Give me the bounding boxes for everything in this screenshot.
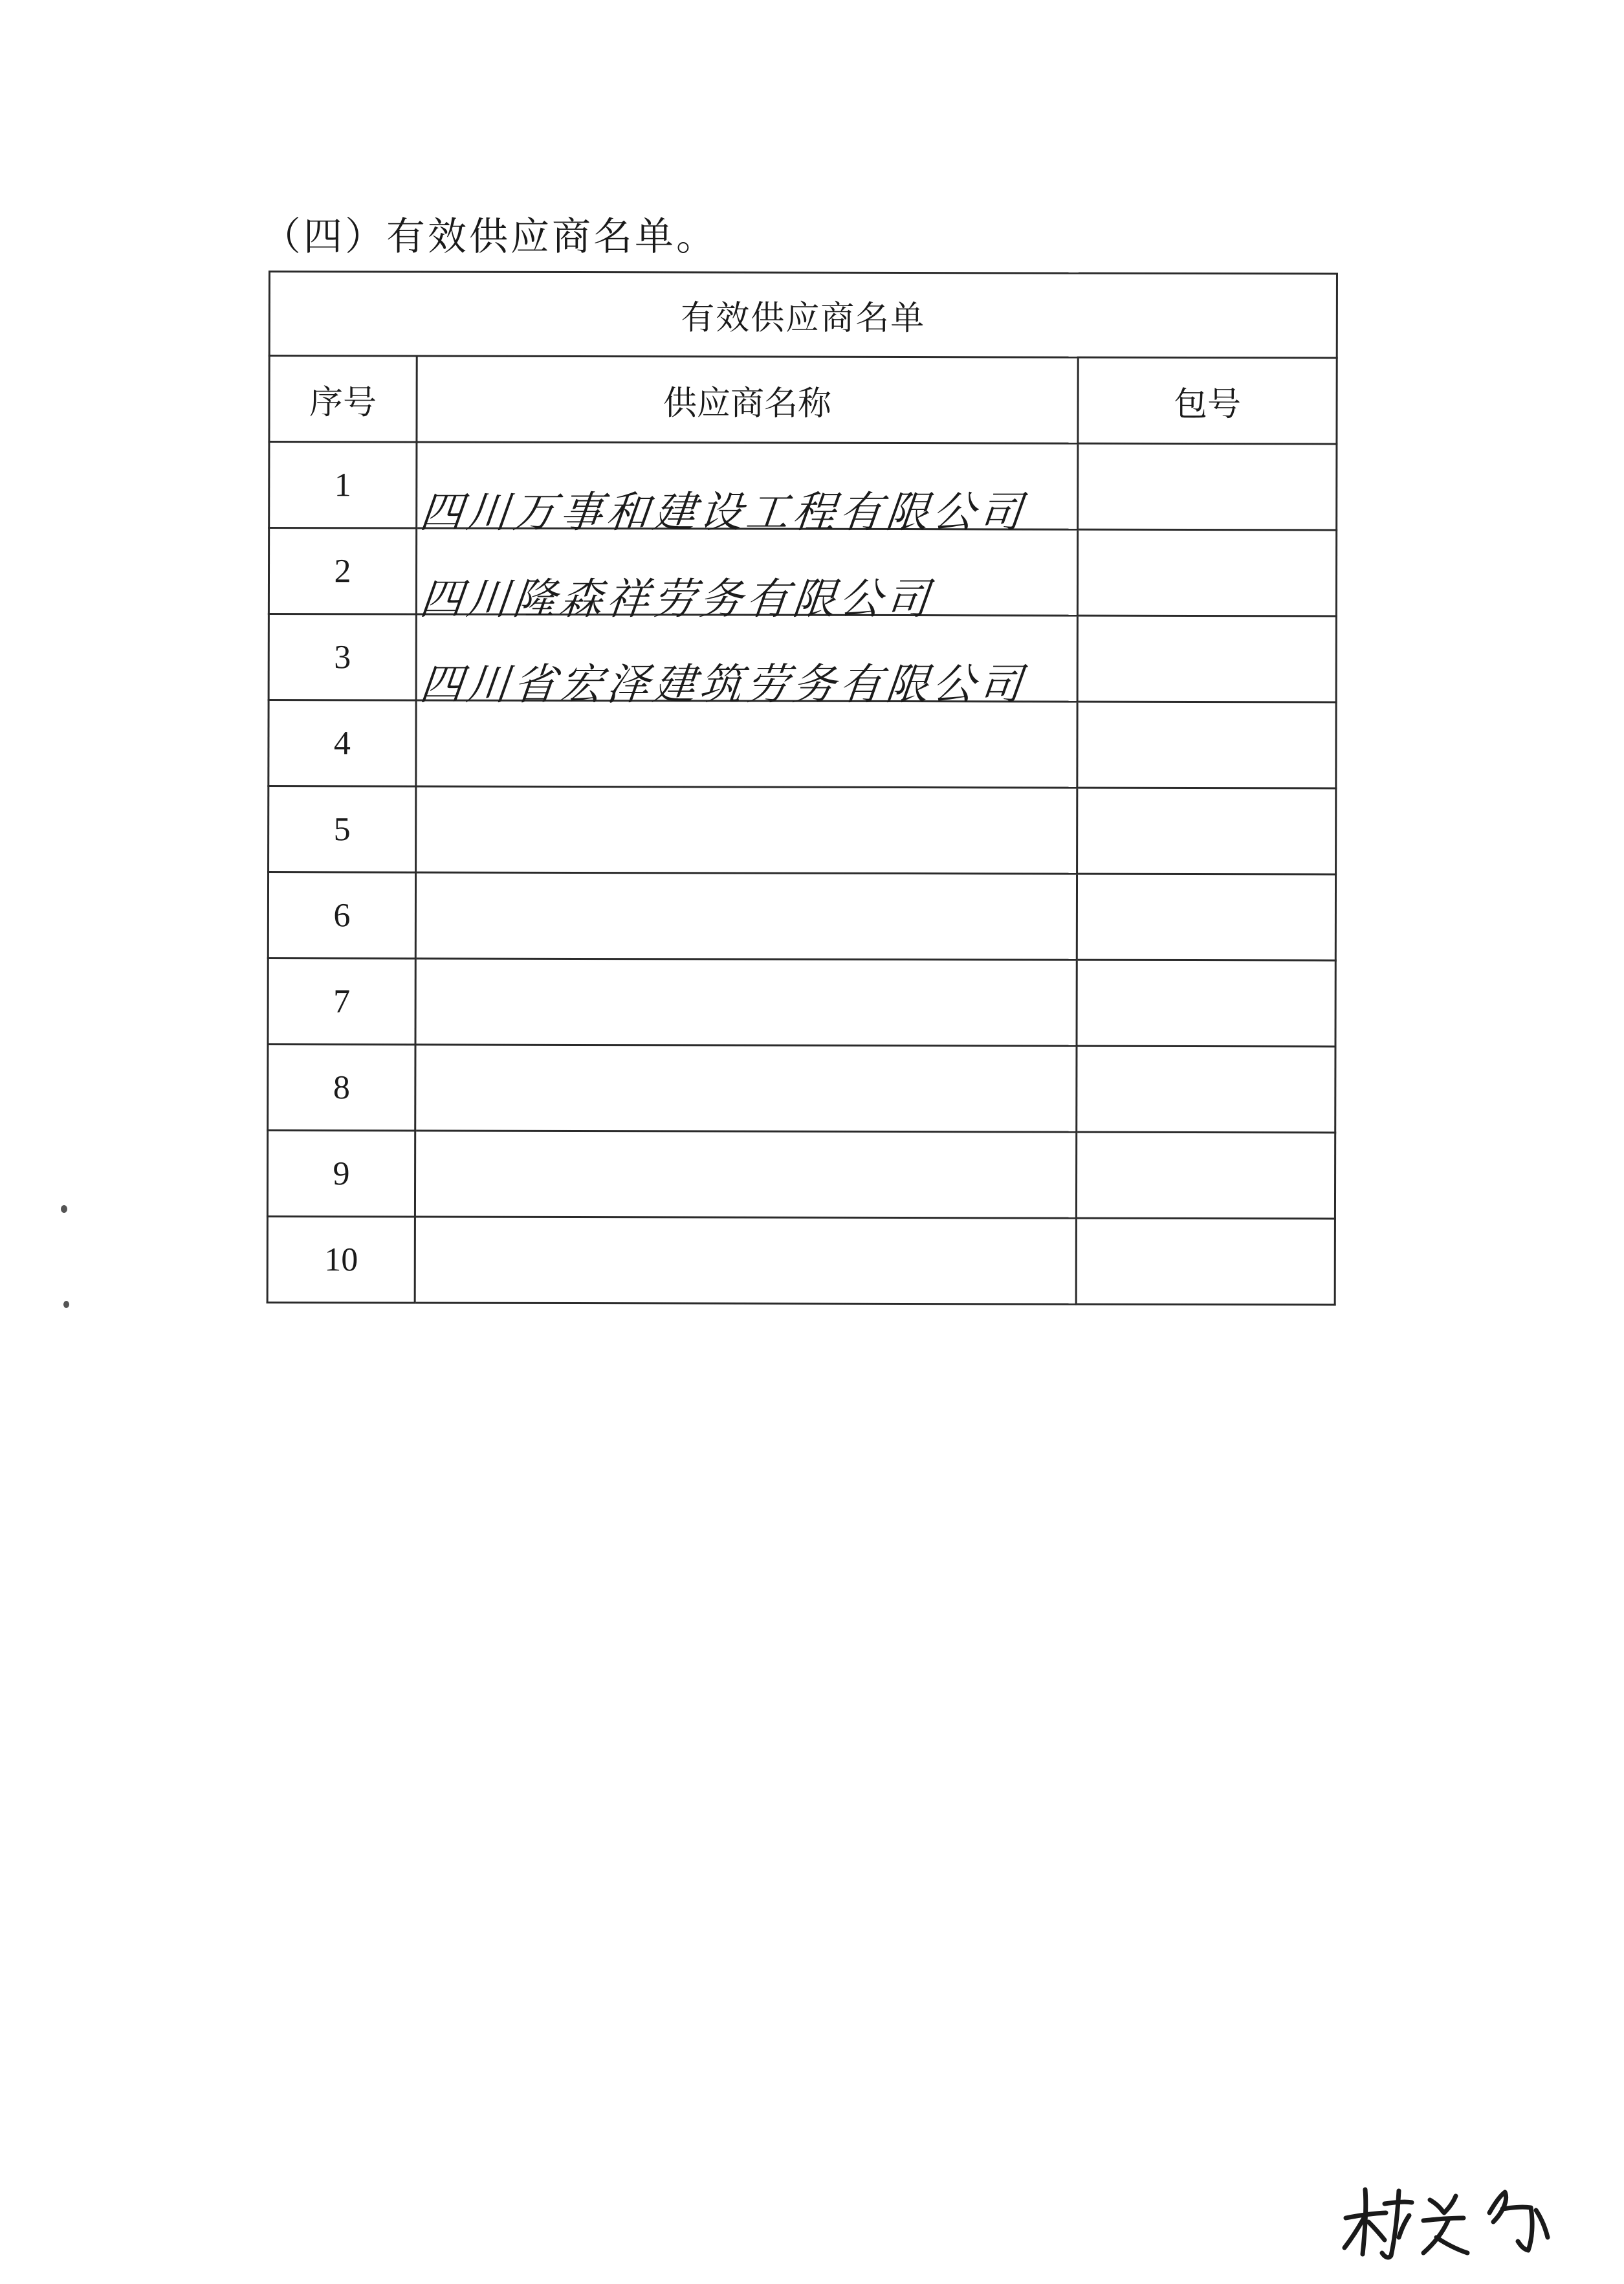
- header-package: 包号: [1078, 357, 1337, 444]
- row-package: [1077, 960, 1335, 1047]
- row-index: 8: [268, 1045, 415, 1131]
- row-index: 3: [269, 614, 416, 700]
- row-index: 7: [268, 959, 415, 1045]
- handwritten-signature: [1339, 2178, 1553, 2262]
- handwritten-supplier-name: 四川省宏泽建筑劳务有限公司: [417, 660, 1029, 709]
- row-package: [1077, 529, 1336, 616]
- row-index: 5: [269, 786, 416, 872]
- table-row: [267, 1216, 1335, 1304]
- table-row: [269, 786, 1336, 874]
- table-title: 有效供应商名单: [269, 272, 1337, 358]
- section-heading: （四）有效供应商名单。: [262, 214, 718, 260]
- row-package: [1077, 1046, 1335, 1133]
- table-row: [267, 1131, 1335, 1219]
- row-supplier-name: [415, 959, 1077, 1046]
- row-index: 9: [267, 1131, 415, 1217]
- row-index: 2: [269, 528, 416, 614]
- row-package: [1077, 788, 1336, 874]
- row-package: [1076, 1218, 1335, 1305]
- row-supplier-name: [415, 1131, 1076, 1218]
- supplier-list-table: [267, 271, 1338, 1305]
- row-package: [1078, 443, 1337, 530]
- row-index: 1: [269, 442, 417, 528]
- table-row: [268, 872, 1335, 960]
- row-supplier-name: [415, 872, 1077, 960]
- table-header-row: [269, 356, 1337, 444]
- row-index: 10: [267, 1216, 415, 1302]
- handwritten-supplier-name: 四川万事和建设工程有限公司: [417, 487, 1029, 537]
- row-supplier-name: [416, 700, 1077, 788]
- table-title-row: [269, 272, 1337, 358]
- row-package: [1077, 874, 1335, 960]
- row-supplier-name: [415, 1217, 1076, 1304]
- table-row: [269, 700, 1336, 788]
- handwritten-supplier-name: 四川隆森祥劳务有限公司: [417, 574, 936, 624]
- scan-speck: [63, 1301, 69, 1308]
- row-index: 4: [269, 700, 416, 786]
- scan-speck: [61, 1205, 67, 1213]
- row-supplier-name: [415, 1045, 1077, 1132]
- header-supplier-name: 供应商名称: [417, 356, 1078, 443]
- table-row: [268, 959, 1335, 1047]
- row-index: 6: [268, 872, 415, 959]
- header-index: 序号: [269, 356, 417, 442]
- table-row: [268, 1045, 1335, 1133]
- row-package: [1077, 702, 1336, 788]
- row-supplier-name: [416, 786, 1077, 874]
- row-package: [1076, 1132, 1335, 1219]
- row-package: [1077, 615, 1336, 702]
